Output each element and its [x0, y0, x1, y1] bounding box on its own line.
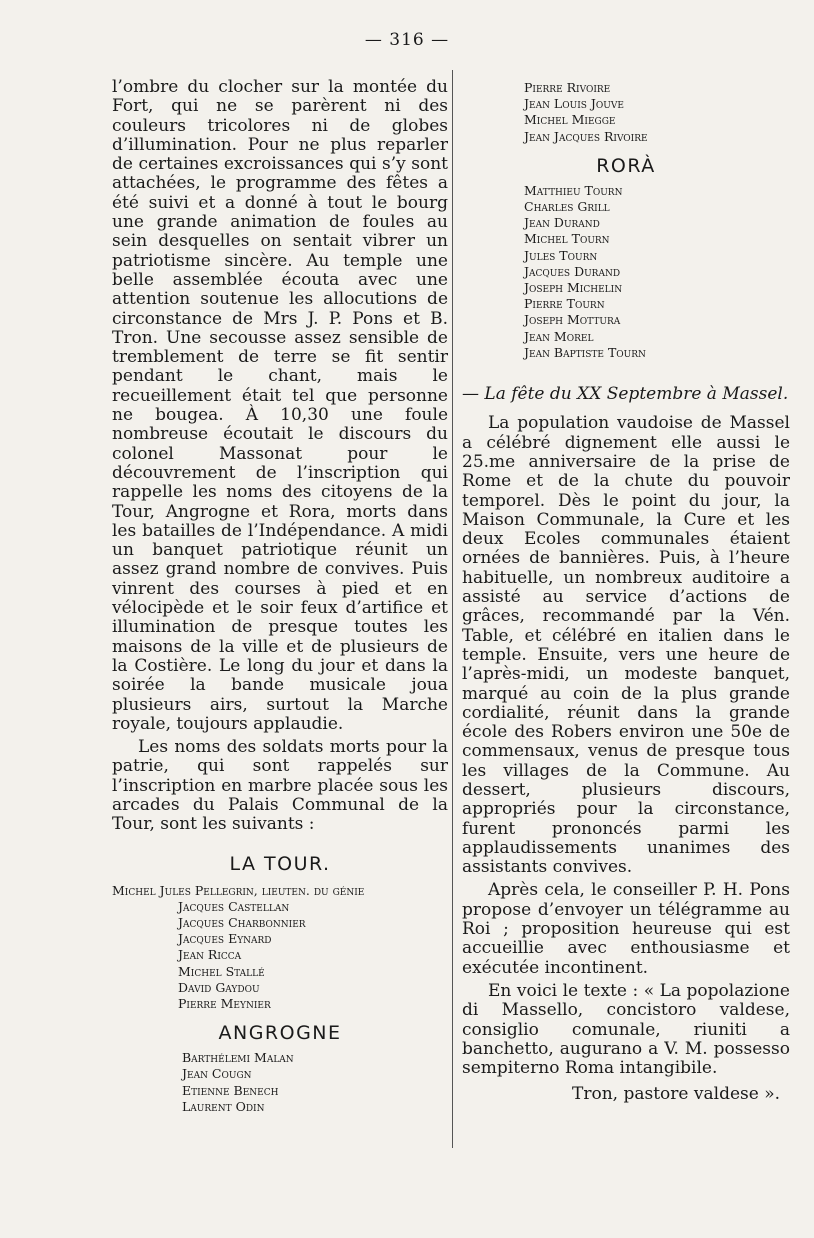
name-entry: Jacques Charbonnier	[178, 914, 306, 930]
name-entry: Charles Grill	[524, 199, 610, 215]
continued-names	[462, 80, 790, 145]
name-entry: Pierre Tourn	[524, 296, 605, 312]
name-entry: Jean Durand	[524, 215, 600, 231]
heading-la-tour: LA TOUR.	[229, 852, 331, 875]
right-paragraph-1: La population vaudoise de Massel a célébré dignement elle aussi le 25.me anniversaire de la prise de Rome et de la chute du pouvoir temporel. Dès le point du jour, la Maison Communale, la Cure et les deux Ecoles communales étaient ornées de bannières. Puis, à l’heure habituelle, un nombreux auditoire a assisté au service d’actions de grâces, recommandé par la Vén. Table, et célébré en italien dans le temple. Ensuite, vers une heure de l’après-midi, un modeste banquet, marqué au coin de la plus grande cordialité, réunit dans la grande école des Robers environ une 50e de commensaux, venus de presque tous les villages de la Commune. Au dessert, plusieurs discours, appropriés pour la circonstance, furent prononcés parmi les applaudissements unanimes des assistants convives.	[462, 413, 790, 878]
column-divider	[452, 70, 453, 1148]
name-entry: Jules Tourn	[524, 247, 598, 263]
name-entry: Michel Tourn	[524, 231, 610, 247]
angrogne-names	[112, 1050, 448, 1115]
article-title: — La fête du XX Septembre à Massel.	[462, 384, 789, 405]
heading-angrogne: ANGROGNE	[218, 1022, 342, 1045]
la-tour-names	[112, 883, 448, 1013]
name-entry: Jean Louis Jouve	[524, 96, 624, 112]
name-entry: Jean Baptiste Tourn	[524, 344, 646, 360]
heading-rora: RORÀ	[596, 154, 656, 177]
signature: Tron, pastore valdese ».	[572, 1084, 780, 1105]
name-entry: Jacques Eynard	[178, 931, 272, 947]
name-entry: Michel Stallé	[178, 963, 265, 979]
name-entry: David Gaydou	[178, 979, 260, 995]
left-column	[112, 78, 448, 1115]
name-entry: Michel Miegge	[524, 112, 616, 128]
name-entry: Jacques Durand	[524, 263, 621, 279]
right-paragraph-2: Après cela, le conseiller P. H. Pons propose d’envoyer un télégramme au Roi ; proposition heureuse qui est accueillie avec enthousiasme et exécutée incontinent.	[462, 880, 790, 978]
name-entry: Jean Jacques Rivoire	[524, 128, 648, 144]
name-entry: Jean Morel	[524, 328, 594, 344]
name-entry: Pierre Rivoire	[524, 80, 611, 95]
name-entry: Jacques Castellan	[178, 898, 290, 914]
name-entry: Laurent Odin	[182, 1098, 265, 1114]
name-entry: Jean Cougn	[182, 1066, 252, 1082]
name-entry: Barthélemi Malan	[182, 1050, 294, 1066]
right-column	[462, 80, 790, 1104]
name-entry: Jean Ricca	[178, 947, 242, 963]
name-entry: Michel Jules Pellegrin, lieuten. du génie	[112, 882, 365, 898]
page-number: — 316 —	[364, 30, 450, 50]
name-entry: Matthieu Tourn	[524, 182, 623, 198]
name-entry: Etienne Benech	[182, 1082, 279, 1098]
left-paragraph-2: Les noms des soldats morts pour la patrie, qui sont rappelés sur l’inscription en marbre placée sous les arcades du Palais Communal de la Tour, sont les suivants :	[112, 737, 448, 835]
name-entry: Pierre Meynier	[178, 996, 271, 1011]
name-entry: Joseph Michelin	[524, 280, 623, 296]
rora-names	[462, 183, 790, 361]
left-paragraph-1: l’ombre du clocher sur la montée du Fort, qui ne se parèrent ni des couleurs tricolores ni de globes d’illumination. Pour ne plus reparler de certaines excroissances qui s’y sont attachées, le programme des fêtes a été suivi et a donné à tout le bourg une grande animation de foules au sein desquelles on sentait vibrer un patriotisme sincère. Au temple une belle assemblée écouta avec une attention soutenue les allocutions de circonstance de Mrs J. P. Pons et B. Tron. Une secousse assez sensible de tremblement de terre se fit sentir pendant le chant, mais le recueillement était tel que personne ne bougea. À 10,30 une foule nombreuse écoutait le discours du colonel Massonat pour le découvrement de l’inscription qui rappelle les noms des citoyens de la Tour, Angrogne et Rora, morts dans les batailles de l’Indépendance. A midi un banquet patriotique réunit un assez grand nombre de convives. Puis vinrent des courses à pied et en vélocipède et le soir feux d’artifice et illumination de presque toutes les maisons de la ville et de plusieurs de la Costière. Le long du jour et dans la soirée la bande musicale joua plusieurs airs, surtout la Marche royale, toujours applaudie.	[112, 77, 448, 734]
right-paragraph-3: En voici le texte : « La popolazione di Massello, concistoro valdese, consiglio comunale, riuniti a banchetto, augurano a V. M. possesso sempiterno Roma intangibile.	[462, 980, 790, 1079]
name-entry: Joseph Mottura	[524, 312, 621, 328]
